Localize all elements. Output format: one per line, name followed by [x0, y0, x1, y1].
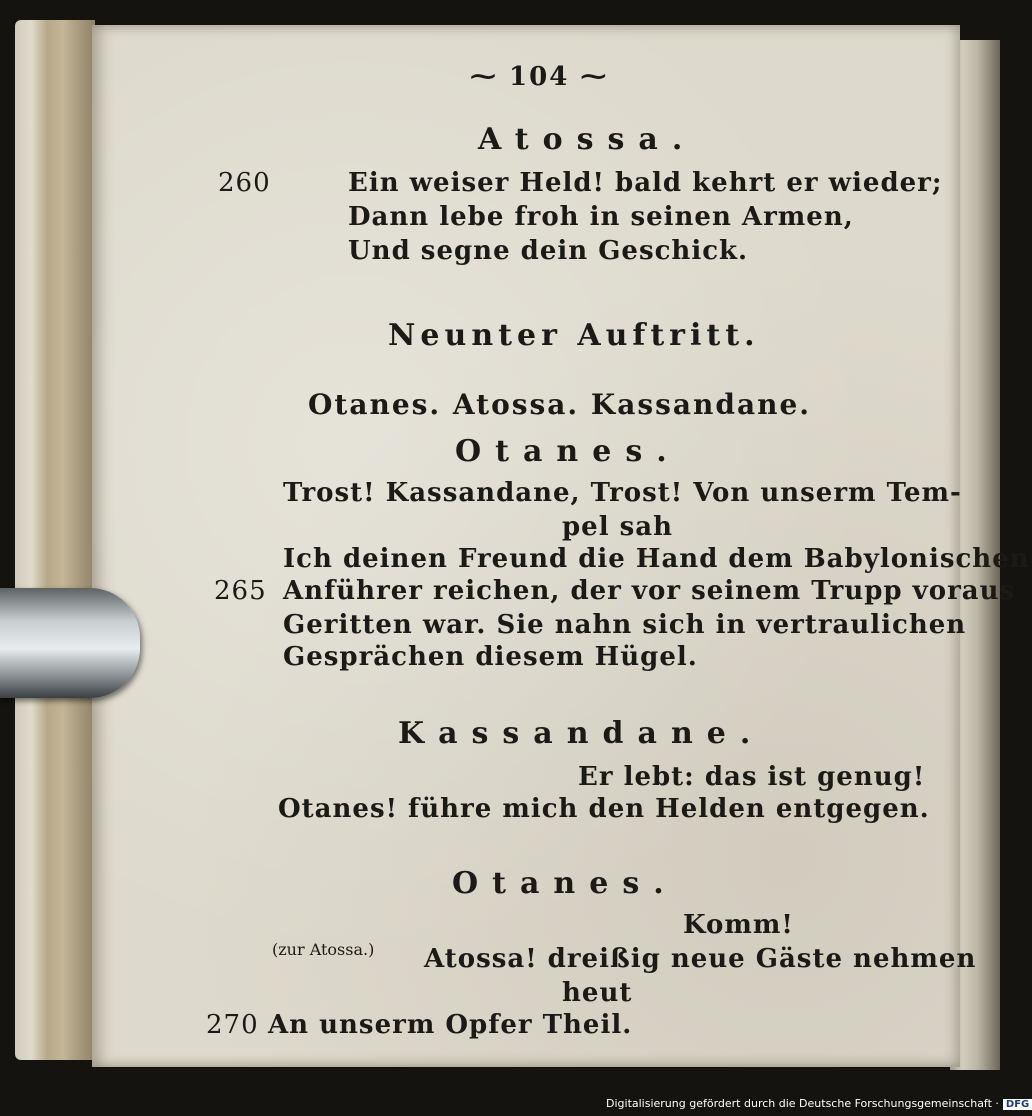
page-clip: [0, 588, 140, 698]
verse-line: Er lebt: das ist genug!: [578, 762, 926, 792]
verse-line: Ein weiser Held! bald kehrt er wieder;: [348, 168, 943, 198]
verse-line: An unserm Opfer Theil.: [268, 1010, 633, 1040]
verse-line: Ich deinen Freund die Hand dem Babylonischen: [283, 544, 1030, 574]
footer-text: Digitalisierung gefördert durch die Deutsche Forschungsgemeinschaft ·: [606, 1097, 999, 1110]
verse-line: Gesprächen diesem Hügel.: [283, 642, 698, 672]
stage-direction: (zur Atossa.): [272, 940, 375, 959]
verse-line: Anführer reichen, der vor seinem Trupp voraus: [283, 576, 1016, 606]
digitization-footer: [606, 1097, 1032, 1110]
speaker-otanes: Otanes.: [455, 434, 681, 469]
book-edge-left: [15, 20, 95, 1060]
line-number-265: 265: [214, 576, 267, 606]
verse-line: pel sah: [562, 512, 674, 542]
verse-line: Trost! Kassandane, Trost! Von unserm Tem-: [283, 478, 962, 508]
verse-line: Und segne dein Geschick.: [348, 236, 749, 266]
speaker-kassandane: Kassandane.: [398, 716, 765, 751]
verse-line: Geritten war. Sie nahn sich in vertraulichen: [283, 610, 967, 640]
line-number-260: 260: [218, 168, 271, 198]
verse-line: Atossa! dreißig neue Gäste nehmen: [424, 944, 977, 974]
dfg-logo: DFG: [1003, 1099, 1032, 1110]
speaker-atossa: Atossa.: [478, 122, 697, 157]
verse-line: Dann lebe froh in seinen Armen,: [348, 202, 854, 232]
verse-line: Otanes! führe mich den Helden entgegen.: [278, 794, 930, 824]
verse-line: Komm!: [683, 910, 794, 940]
line-number-270: 270: [206, 1010, 259, 1040]
cast-list: Otanes. Atossa. Kassandane.: [308, 388, 812, 421]
verse-line: heut: [562, 978, 633, 1008]
page-number-header: ⁓ 104 ⁓: [470, 62, 609, 92]
speaker-otanes-2: Otanes.: [452, 866, 678, 901]
scene-title: Neunter Auftritt.: [388, 318, 760, 353]
